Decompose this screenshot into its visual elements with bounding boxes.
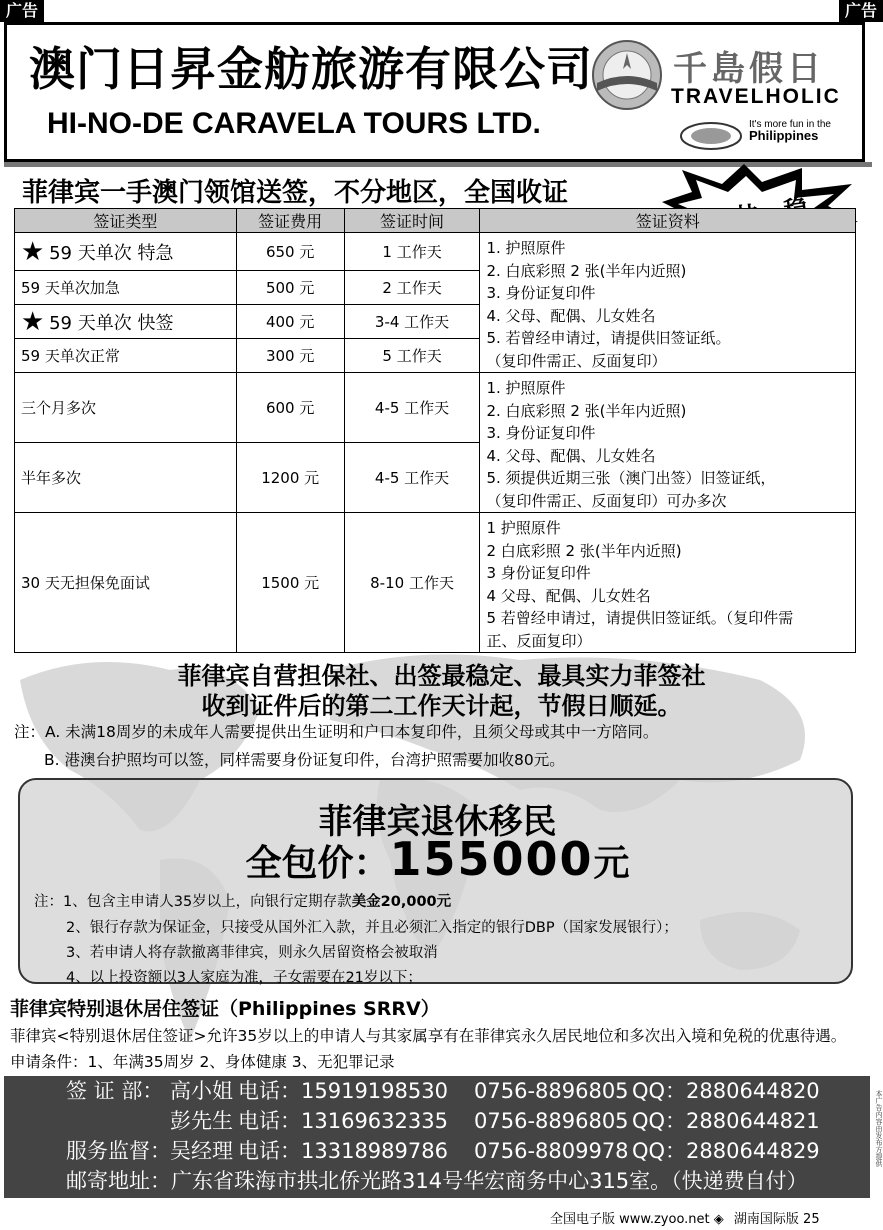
star-icon: ★ xyxy=(21,236,45,267)
table-row xyxy=(15,233,856,271)
note-a: 注：A. 未满18周岁的未成年人需要提供出生证明和户口本复印件，且须父母或其中一方陪同。 xyxy=(14,723,659,741)
doc-line: 2. 白底彩照 2 张(半年内近照) xyxy=(486,401,687,420)
doc-line: （复印件需正、反面复印） xyxy=(486,351,667,370)
doc-line: 5. 须提供近期三张（澳门出签）旧签证纸， xyxy=(486,469,776,487)
logo-text-cn: 千島假日 xyxy=(673,49,825,89)
contact-name: 吴经理 xyxy=(170,1139,233,1163)
visa-docs-1 xyxy=(480,233,856,373)
visa-fee: 650 元 xyxy=(236,233,344,271)
footer-site: 全国电子版 www.zyoo.net xyxy=(550,1212,710,1227)
contact-name: 高小姐 xyxy=(170,1079,233,1103)
visa-fee: 600 元 xyxy=(236,373,344,443)
table-header-row xyxy=(15,209,856,233)
emblem-logo xyxy=(679,121,743,151)
col-header-type: 签证类型 xyxy=(15,209,237,233)
doc-line: 5. 若曾经申请过，请提供旧签证纸。 xyxy=(486,329,731,347)
company-name-cn: 澳门日昇金舫旅游有限公司 xyxy=(29,42,593,96)
retirement-price xyxy=(20,832,855,886)
retirement-note-2: 2、银行存款为保证金，只接受从国外汇入款，并且必须汇入指定的银行DBP（国家发展银行）； xyxy=(66,920,678,936)
doc-line: 2. 白底彩照 2 张(半年内近照) xyxy=(486,261,687,280)
visa-time: 1 工作天 xyxy=(344,233,480,271)
visa-type: 59 天单次加急 xyxy=(15,271,237,305)
ad-tag-right: 广告 xyxy=(839,0,883,22)
slogan-line-2: 收到证件后的第二工作天计起，节假日顺延。 xyxy=(201,692,682,720)
table-row xyxy=(15,373,856,443)
footer-edition: 湖南国际版 25 xyxy=(733,1212,820,1227)
visa-docs-2 xyxy=(480,373,856,513)
doc-line: 1. 护照原件 xyxy=(486,239,566,257)
contact-tel: 0756-8896805 xyxy=(474,1109,629,1133)
contact-name: 彭先生 xyxy=(170,1109,233,1133)
doc-line: 3. 身份证复印件 xyxy=(486,284,596,302)
doc-line: 3 身份证复印件 xyxy=(486,564,591,582)
srrv-title: 菲律宾特别退休居住签证（Philippines SRRV） xyxy=(10,998,440,1020)
retirement-note-3: 3、若申请人将存款撤离菲律宾，则永久居留资格会被取消 xyxy=(66,945,438,961)
visa-table xyxy=(14,208,856,653)
visa-time: 4-5 工作天 xyxy=(344,443,480,513)
price-amount: 155000 xyxy=(389,832,594,886)
contact-qq: QQ：2880644829 xyxy=(632,1139,820,1163)
col-header-time: 签证时间 xyxy=(344,209,480,233)
visa-time: 2 工作天 xyxy=(344,271,480,305)
doc-line: 2 白底彩照 2 张(半年内近照) xyxy=(486,541,682,560)
contact-qq: QQ：2880644820 xyxy=(632,1079,820,1103)
table-row xyxy=(15,513,856,653)
slogan-line-1: 菲律宾自营担保社、出签最稳定、最具实力菲签社 xyxy=(177,662,706,690)
col-header-docs: 签证资料 xyxy=(480,209,856,233)
doc-line: 1 护照原件 xyxy=(486,519,561,537)
visa-fee: 300 元 xyxy=(236,339,344,373)
visa-type: 59 天单次正常 xyxy=(15,339,237,373)
srrv-description: 菲律宾<特别退休居住签证>允许35岁以上的申请人与其家属享有在菲律宾永久居民地位和多次出入境和免税的优惠待遇。 xyxy=(10,1027,847,1045)
doc-line: 4. 父母、配偶、儿女姓名 xyxy=(486,306,656,325)
doc-line: 3. 身份证复印件 xyxy=(486,424,596,442)
visa-time: 8-10 工作天 xyxy=(344,513,480,653)
contact-phone: 电话：15919198530 xyxy=(238,1079,448,1103)
visa-type: 半年多次 xyxy=(15,443,237,513)
contact-label: 签 证 部： xyxy=(66,1079,164,1103)
doc-line: 5 若曾经申请过，请提供旧签证纸。（复印件需 xyxy=(486,609,794,627)
contact-tel: 0756-8896805 xyxy=(474,1079,629,1103)
doc-line: 正、反面复印） xyxy=(486,631,592,650)
visa-fee: 1200 元 xyxy=(236,443,344,513)
note-amount: 美金20,000元 xyxy=(351,894,452,910)
visa-type: 59 天单次 特急 xyxy=(49,242,174,264)
visa-type-cell xyxy=(15,305,237,339)
travelholic-globe-logo xyxy=(591,39,663,111)
price-label: 全包价： xyxy=(245,843,390,884)
doc-line: 1. 护照原件 xyxy=(486,379,566,397)
visa-fee: 400 元 xyxy=(236,305,344,339)
doc-line: 4 父母、配偶、儿女姓名 xyxy=(486,586,651,605)
contact-address: 邮寄地址：广东省珠海市拱北侨光路314号华宏商务中心315室。（快递费自付） xyxy=(66,1169,808,1193)
star-icon: ★ xyxy=(21,306,45,337)
visa-time: 5 工作天 xyxy=(344,339,480,373)
doc-line: 4. 父母、配偶、儿女姓名 xyxy=(486,446,656,465)
logo-text-en: TRAVELHOLIC xyxy=(671,85,841,108)
visa-fee: 1500 元 xyxy=(236,513,344,653)
footer-logo-icon: ◈ xyxy=(713,1212,724,1227)
tourism-tagline: It's more fun in the xyxy=(749,119,831,130)
visa-type-cell xyxy=(15,233,237,271)
retirement-note-4: 4、以上投资额以3人家庭为准，子女需要在21岁以下； xyxy=(66,970,422,986)
retirement-note-1 xyxy=(34,890,451,911)
side-disclaimer: 本广告内容由发布方提供 xyxy=(875,1090,883,1167)
contact-qq: QQ：2880644821 xyxy=(632,1109,820,1133)
visa-type: 59 天单次 快签 xyxy=(49,312,174,334)
visa-time: 3-4 工作天 xyxy=(344,305,480,339)
contact-phone: 电话：13318989786 xyxy=(238,1139,448,1163)
visa-time: 4-5 工作天 xyxy=(344,373,480,443)
page-footer xyxy=(550,1208,820,1227)
visa-fee: 500 元 xyxy=(236,271,344,305)
price-unit: 元 xyxy=(593,843,630,884)
note-b: B. 港澳台护照均可以签，同样需要身份证复印件，台湾护照需要加收80元。 xyxy=(44,751,565,769)
company-header xyxy=(4,22,865,162)
visa-heading: 菲律宾一手澳门领馆送签，不分地区，全国收证 xyxy=(22,178,569,208)
contact-phone: 电话：13169632335 xyxy=(238,1109,448,1133)
visa-type: 三个月多次 xyxy=(15,373,237,443)
retirement-title: 菲律宾退休移民 xyxy=(318,802,557,842)
retirement-panel xyxy=(18,778,853,984)
company-name-en: HI-NO-DE CARAVELA TOURS LTD. xyxy=(47,107,541,140)
contact-tel: 0756-8809978 xyxy=(474,1139,629,1163)
doc-line: （复印件需正、反面复印）可办多次 xyxy=(486,491,727,510)
col-header-fee: 签证费用 xyxy=(236,209,344,233)
philippines-tourism-logo xyxy=(749,119,831,143)
contact-panel xyxy=(4,1076,870,1198)
visa-type: 30 天无担保免面试 xyxy=(15,513,237,653)
contact-label: 服务监督： xyxy=(66,1139,171,1163)
srrv-conditions: 申请条件：1、年满35周岁 2、身体健康 3、无犯罪记录 xyxy=(10,1053,395,1071)
visa-docs-3 xyxy=(480,513,856,653)
ad-tag-left: 广告 xyxy=(0,0,44,22)
tourism-country: Philippines xyxy=(749,128,819,143)
note-text: 注：1、包含主申请人35岁以上，向银行定期存款 xyxy=(34,894,352,910)
